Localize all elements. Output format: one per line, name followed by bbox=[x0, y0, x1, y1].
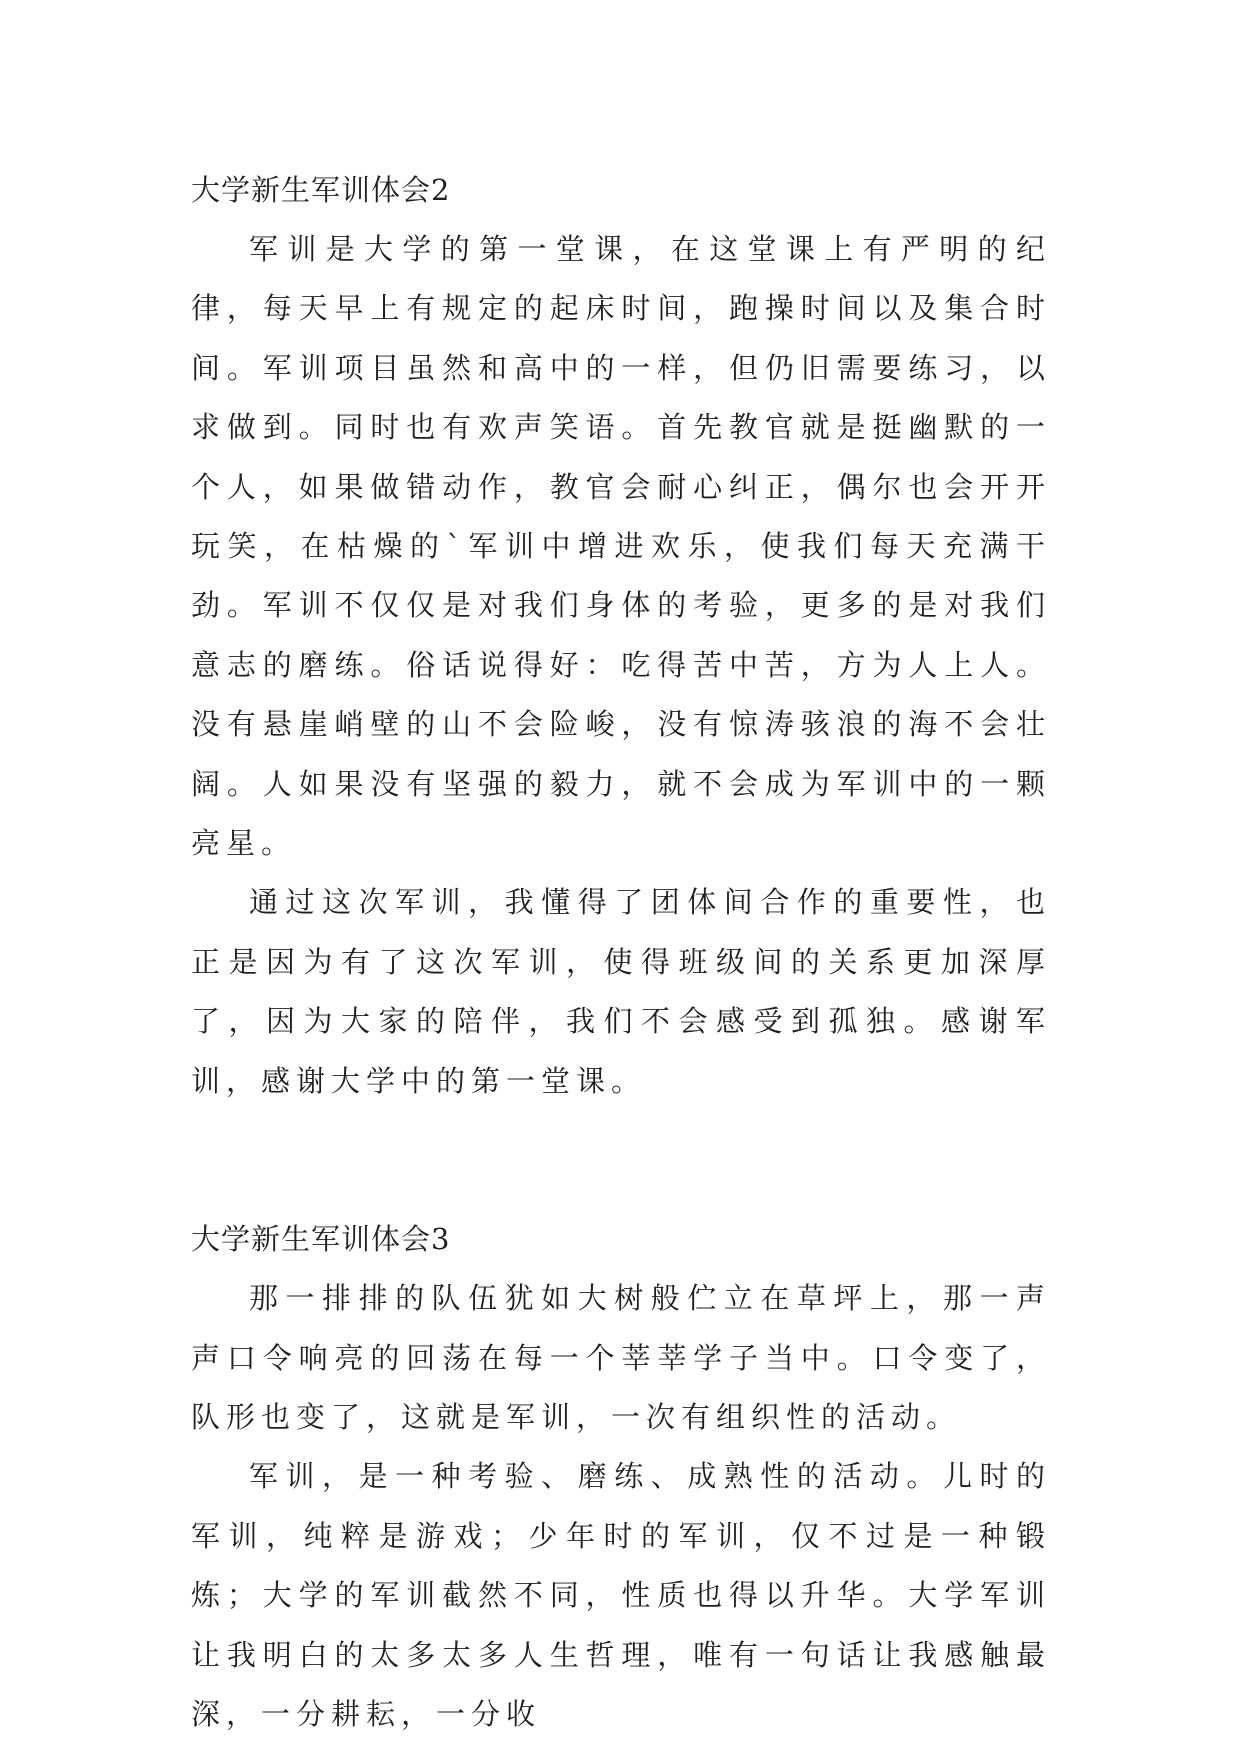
paragraph: 通过这次军训，我懂得了团体间合作的重要性，也正是因为有了这次军训，使得班级间的关系更加深厚了，因为大家的陪伴，我们不会感受到孤独。感谢军训，感谢大学中的第一堂课。 bbox=[191, 885, 1051, 1098]
document-body bbox=[191, 160, 1051, 1744]
section-title: 大学新生军训体会2 bbox=[191, 173, 451, 207]
section-spacer bbox=[191, 1111, 1051, 1209]
paragraph: 军训，是一种考验、磨练、成熟性的活动。儿时的军训，纯粹是游戏；少年时的军训，仅不过是一种锻炼；大学的军训截然不同，性质也得以升华。大学军训让我明白的太多太多人生哲理，唯有一句话让我感触最深，一分耕耘，一分收 bbox=[191, 1459, 1051, 1731]
paragraph: 军训是大学的第一堂课，在这堂课上有严明的纪律，每天早上有规定的起床时间，跑操时间以及集合时间。军训项目虽然和高中的一样，但仍旧需要练习，以求做到。同时也有欢声笑语。首先教官就是挺幽默的一个人，如果做错动作，教官会耐心纠正，偶尔也会开开玩笑，在枯燥的`军训中增进欢乐，使我们每天充满干劲。军训不仅仅是对我们身体的考验，更多的是对我们意志的磨练。俗话说得好：吃得苦中苦，方为人上人。没有悬崖峭壁的山不会险峻，没有惊涛骇浪的海不会壮阔。人如果没有坚强的毅力，就不会成为军训中的一颗亮星。 bbox=[191, 232, 1051, 861]
section-2 bbox=[191, 160, 1051, 1111]
section-3 bbox=[191, 1209, 1051, 1744]
section-title: 大学新生军训体会3 bbox=[191, 1222, 451, 1257]
paragraph: 那一排排的队伍犹如大树般伫立在草坪上，那一声声口令响亮的回荡在每一个莘莘学子当中。口令变了，队形也变了，这就是军训，一次有组织性的活动。 bbox=[191, 1281, 1051, 1434]
